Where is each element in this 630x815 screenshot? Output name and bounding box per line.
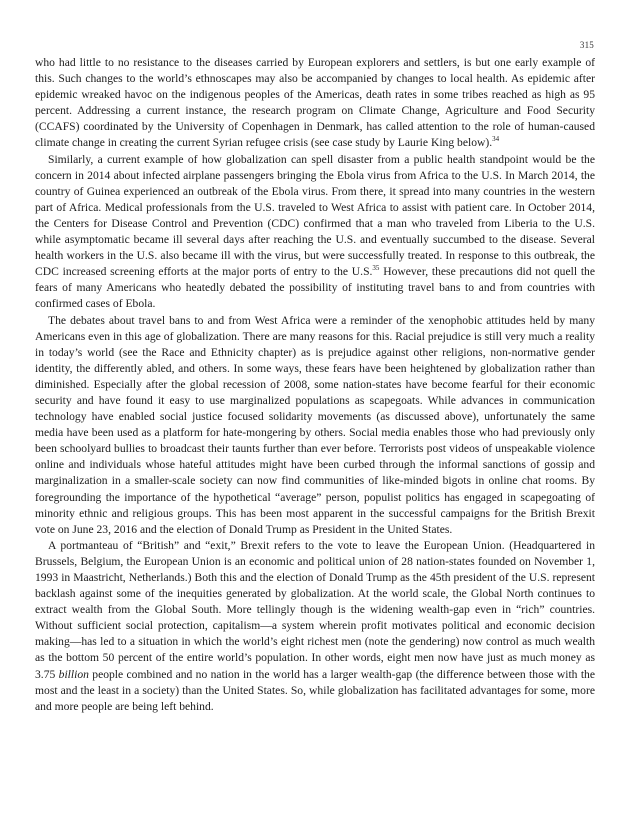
paragraph-2-text-a: Similarly, a current example of how globalization can spell disaster from a public health standpoint would be the concern in 2014 about infected airplane passengers bringing the Ebola virus from Africa to the U.S. In March 2014, the country of Guinea experienced an outbreak of the Ebola virus. From there, it spread into many countries in the western part of Africa. Medical professionals from the U.S. traveled to West Africa to assist with patient care. In October 2014, the Centers for Disease Control and Prevention (CDC) confirmed that a man who traveled from Liberia to the U.S. while asymptomatic became ill several days after reaching the U.S. and eventually succumbed to the disease. Several health workers in the U.S. also became ill with the virus, but were successfully treated. In response to this outbreak, the CDC increased screening efforts at the major ports of entry to the U.S. [35, 152, 595, 279]
paragraph-4-text-b: people combined and no nation in the world has a larger wealth-gap (the difference between those with the most and the least in a society) than the United States. So, while globalization has facilitated advantages for some, more and more people are being left behind. [35, 667, 595, 713]
footnote-ref-34: 34 [492, 135, 500, 144]
paragraph-2 [35, 152, 595, 313]
paragraph-1-text: who had little to no resistance to the diseases carried by European explorers and settlers, is but one early example of this. Such changes to the world’s ethnoscapes may also be accompanied by changes to local health. As epidemic after epidemic wreaked havoc on the indigenous peoples of the Americas, death rates in some tribes reached as high as 95 percent. Addressing a current instance, the research program on Climate Change, Agriculture and Food Security (CCAFS) coordinated by the University of Copenhagen in Denmark, has called attention to the role of human-caused climate change in creating the current Syrian refugee crisis (see case study by Laurie King below). [35, 56, 595, 150]
body-text [35, 55, 595, 715]
paragraph-4-text-a: A portmanteau of “British” and “exit,” Brexit refers to the vote to leave the European Union. (Headquartered in Brussels, Belgium, the European Union is an economic and political union of 28 nation-states founded on November 1, 1993 in Maastricht, Netherlands.) Both this and the election of Donald Trump as the 45th president of the U.S. represent backlash against some of the inequities generated by globalization. At the world scale, the Global North continues to extract wealth from the Global South. More tellingly though is the widening wealth-gap even in “rich” countries. Without sufficient social protection, capitalism—a system wherein profit motivates political and economic decision making—has led to a situation in which the world’s eight richest men (note the gendering) now control as much wealth as the bottom 50 percent of the entire world’s population. In other words, eight men now have just as much money as 3.75 [35, 538, 595, 681]
emphasis-billion: billion [58, 667, 89, 681]
paragraph-1 [35, 55, 595, 152]
footnote-ref-35: 35 [372, 264, 380, 273]
paragraph-4 [35, 538, 595, 715]
paragraph-3-text: The debates about travel bans to and from West Africa were a reminder of the xenophobic attitudes held by many Americans even in this age of globalization. There are many reasons for this. Racial prejudice is still very much a reality in today’s world (see the Race and Ethnicity chapter) as is prejudice against other religions, non-normative gender identity, the differently abled, and others. In some ways, these fears have been heightened by globalization rather than diminished. Especially after the global recession of 2008, some nation-states have become fearful for their economic security and have found it easy to use marginalized populations as scapegoats. While advances in communication technology have enabled social justice focused solidarity movements (as discussed above), unfortunately the same media have been used as a platform for hate-mongering by others. Social media enables those who had previously only been schoolyard bullies to broadcast their taunts further than ever before. Terrorists post videos of unspeakable violence online and individuals whose hateful attitudes might have been curbed through the informal sanctions of gossip and marginalization in a smaller-scale society can now find communities of like-minded bigots in online chat rooms. By foregrounding the importance of the hypothetical “average” person, populist politics has engaged in scapegoating of minority ethnic and religious groups. This has been most apparent in the successful campaigns for the British Brexit vote on June 23, 2016 and the election of Donald Trump as President in the United States. [35, 313, 595, 536]
paragraph-3 [35, 313, 595, 538]
paragraph-2-text-b: However, these precautions did not quell the fears of many Americans who heatedly debated the possibility of instituting travel bans to and from countries with confirmed cases of Ebola. [35, 265, 596, 311]
page-number: 315 [579, 40, 594, 50]
